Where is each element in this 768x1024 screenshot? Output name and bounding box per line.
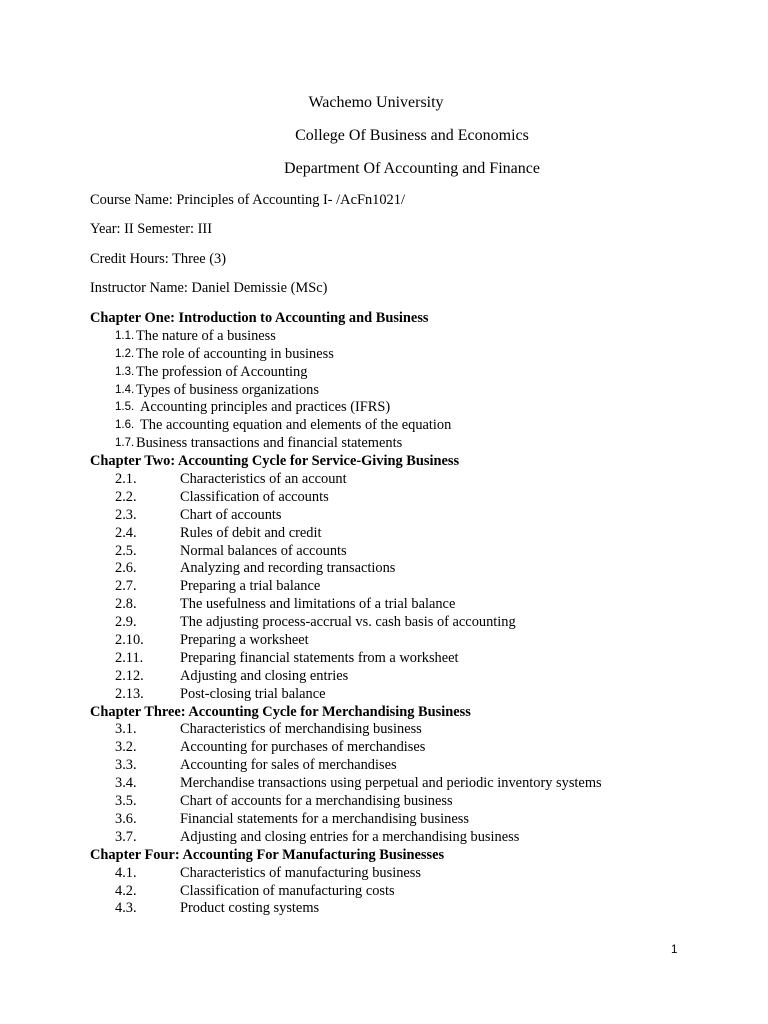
item-number: 2.9. bbox=[115, 614, 137, 631]
item-number: 2.2. bbox=[115, 488, 137, 505]
credit-hours: Credit Hours: Three (3) bbox=[90, 251, 227, 267]
chapter-lead: Chapter Three bbox=[90, 703, 181, 720]
item-number: 1.7. bbox=[115, 437, 135, 450]
instructor-name: Instructor Name: Daniel Demissie (MSc) bbox=[90, 280, 328, 296]
item-text: Classification of accounts bbox=[180, 488, 329, 505]
item-text: Types of business organizations bbox=[136, 381, 319, 398]
department-name: Department Of Accounting and Finance bbox=[284, 160, 540, 177]
item-number: 1.2. bbox=[115, 347, 135, 360]
item-text: The adjusting process-accrual vs. cash basis of accounting bbox=[180, 614, 516, 631]
item-text: The nature of a business bbox=[136, 327, 276, 344]
list-item bbox=[90, 543, 710, 561]
chapter-lead: Chapter Four bbox=[90, 846, 175, 863]
chapter-title bbox=[90, 847, 710, 865]
item-text: Chart of accounts bbox=[180, 506, 282, 523]
list-item bbox=[90, 489, 710, 507]
chapter-title bbox=[90, 453, 710, 471]
item-number: 2.8. bbox=[115, 596, 137, 613]
list-item bbox=[90, 829, 710, 847]
course-name: Course Name: Principles of Accounting I- /AcFn1021/ bbox=[90, 192, 405, 208]
item-text: Characteristics of manufacturing business bbox=[180, 864, 421, 881]
list-item bbox=[90, 525, 710, 543]
chapter-title bbox=[90, 310, 710, 328]
item-text: Business transactions and financial statements bbox=[136, 435, 403, 452]
item-text: The role of accounting in business bbox=[136, 345, 334, 362]
item-text: Product costing systems bbox=[180, 900, 320, 917]
item-text: Chart of accounts for a merchandising business bbox=[180, 793, 453, 810]
item-number: 2.11. bbox=[115, 649, 144, 666]
list-item bbox=[90, 578, 710, 596]
list-item bbox=[90, 686, 710, 704]
item-number: 4.2. bbox=[115, 882, 137, 899]
list-item bbox=[90, 364, 710, 382]
item-text: Financial statements for a merchandising business bbox=[180, 810, 469, 827]
item-text: Accounting principles and practices (IFRS) bbox=[140, 399, 391, 416]
chapter-lead: Chapter Two bbox=[90, 453, 171, 470]
item-number: 3.7. bbox=[115, 828, 137, 845]
list-item bbox=[90, 900, 710, 918]
item-number: 2.5. bbox=[115, 542, 137, 559]
item-number: 3.3. bbox=[115, 757, 137, 774]
page-number: 1 bbox=[671, 944, 678, 956]
chapter-heading: : Accounting Cycle for Service-Giving Business bbox=[170, 453, 460, 470]
item-text: Rules of debit and credit bbox=[180, 524, 322, 541]
item-number: 2.12. bbox=[115, 667, 144, 684]
list-item bbox=[90, 632, 710, 650]
list-item bbox=[90, 399, 710, 417]
list-item bbox=[90, 793, 710, 811]
item-text: The profession of Accounting bbox=[136, 363, 308, 380]
chapter-heading: : Accounting For Manufacturing Businesses bbox=[174, 846, 445, 863]
college-name: College Of Business and Economics bbox=[295, 127, 529, 144]
item-text: Adjusting and closing entries for a merchandising business bbox=[180, 828, 520, 845]
item-number: 4.1. bbox=[115, 864, 137, 881]
list-item bbox=[90, 417, 710, 435]
list-item bbox=[90, 328, 710, 346]
item-number: 1.5. bbox=[115, 401, 135, 414]
list-item bbox=[90, 560, 710, 578]
item-text: Adjusting and closing entries bbox=[180, 667, 349, 684]
item-number: 1.3. bbox=[115, 365, 135, 378]
list-item bbox=[90, 650, 710, 668]
list-item bbox=[90, 811, 710, 829]
chapter-title bbox=[90, 704, 710, 722]
item-number: 1.1. bbox=[115, 329, 135, 342]
list-item bbox=[90, 382, 710, 400]
list-item bbox=[90, 883, 710, 901]
item-number: 2.3. bbox=[115, 506, 137, 523]
item-number: 3.1. bbox=[115, 721, 137, 738]
list-item bbox=[90, 739, 710, 757]
item-text: Preparing a worksheet bbox=[180, 632, 309, 649]
item-text: Post-closing trial balance bbox=[180, 685, 326, 702]
list-item bbox=[90, 471, 710, 489]
list-item bbox=[90, 775, 710, 793]
item-number: 2.6. bbox=[115, 560, 137, 577]
item-number: 2.13. bbox=[115, 685, 144, 702]
item-text: Merchandise transactions using perpetual and periodic inventory systems bbox=[180, 775, 602, 792]
list-item bbox=[90, 346, 710, 364]
item-number: 2.1. bbox=[115, 471, 137, 488]
list-item bbox=[90, 435, 710, 453]
item-text: Accounting for sales of merchandises bbox=[180, 757, 397, 774]
list-item bbox=[90, 668, 710, 686]
university-name: Wachemo University bbox=[308, 94, 444, 111]
item-number: 2.10. bbox=[115, 632, 144, 649]
item-number: 3.6. bbox=[115, 810, 137, 827]
item-text: Preparing a trial balance bbox=[180, 578, 321, 595]
item-text: Analyzing and recording transactions bbox=[180, 560, 396, 577]
list-item bbox=[90, 721, 710, 739]
item-number: 1.4. bbox=[115, 383, 135, 396]
item-text: Preparing financial statements from a worksheet bbox=[180, 649, 459, 666]
item-text: Normal balances of accounts bbox=[180, 542, 347, 559]
chapter-lead: Chapter One bbox=[90, 310, 171, 326]
item-number: 2.7. bbox=[115, 578, 137, 595]
item-number: 2.4. bbox=[115, 524, 137, 541]
course-outline bbox=[90, 310, 710, 918]
item-text: The usefulness and limitations of a trial balance bbox=[180, 596, 456, 613]
list-item bbox=[90, 757, 710, 775]
list-item bbox=[90, 865, 710, 883]
item-text: The accounting equation and elements of the equation bbox=[140, 417, 452, 434]
year-semester: Year: II Semester: III bbox=[90, 221, 213, 237]
item-text: Accounting for purchases of merchandises bbox=[180, 739, 426, 756]
item-text: Characteristics of merchandising business bbox=[180, 721, 422, 738]
item-text: Classification of manufacturing costs bbox=[180, 882, 395, 899]
item-text: Characteristics of an account bbox=[180, 471, 347, 488]
item-number: 3.4. bbox=[115, 775, 137, 792]
chapter-heading: : Accounting Cycle for Merchandising Business bbox=[180, 703, 471, 720]
item-number: 3.2. bbox=[115, 739, 137, 756]
list-item bbox=[90, 596, 710, 614]
item-number: 1.6. bbox=[115, 419, 135, 432]
item-number: 3.5. bbox=[115, 793, 137, 810]
list-item bbox=[90, 507, 710, 525]
chapter-heading: : Introduction to Accounting and Business bbox=[170, 310, 429, 326]
list-item bbox=[90, 614, 710, 632]
item-number: 4.3. bbox=[115, 900, 137, 917]
